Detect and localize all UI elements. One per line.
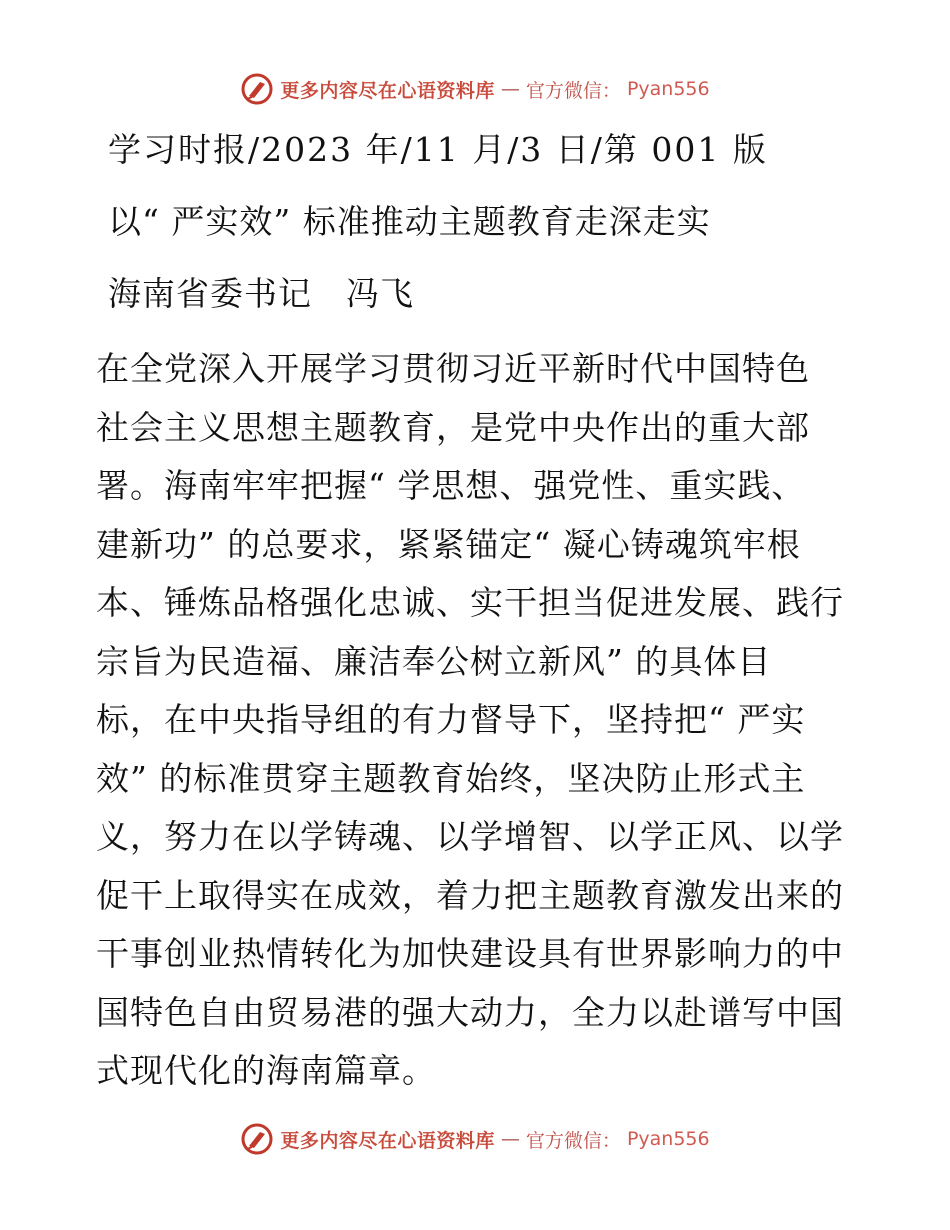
body-line: 署。海南牢牢把握“ 学思想、强党性、重实践、	[96, 466, 806, 505]
source-line: 学习时报/2023 年/11 月/3 日/第 001 版	[108, 130, 768, 169]
watermark-sub-text: 官方微信：	[525, 1129, 621, 1152]
article-title: 以“ 严实效” 标准推动主题教育走深走实	[108, 202, 711, 241]
body-line: 标，在中央指导组的有力督导下，坚持把“ 严实	[96, 700, 806, 739]
watermark-dash: —	[500, 1128, 520, 1150]
author-role: 海南省委书记	[108, 274, 312, 313]
body-line: 促干上取得实在成效，着力把主题教育激发出来的	[96, 875, 844, 915]
watermark-main-text: 更多内容尽在心语资料库	[280, 1129, 495, 1152]
author-name: 冯飞	[346, 274, 414, 313]
watermark-sub-text: 官方微信：	[525, 79, 621, 102]
body-line: 社会主义思想主题教育，是党中央作出的重大部	[96, 407, 810, 447]
body-line: 义，努力在以学铸魂、以学增智、以学正风、以学	[96, 817, 844, 856]
logo-icon	[240, 72, 274, 106]
footer-watermark	[0, 1122, 950, 1156]
article-body	[96, 340, 856, 1101]
body-line: 建新功” 的总要求，紧紧锚定“ 凝心铸魂筑牢根	[96, 524, 801, 564]
logo-icon	[240, 1122, 274, 1156]
header-watermark	[0, 72, 950, 106]
body-line: 效” 的标准贯穿主题教育始终，坚决防止形式主	[96, 758, 806, 798]
watermark-main-text: 更多内容尽在心语资料库	[280, 79, 495, 102]
watermark-wechat-id: Pyan556	[626, 1128, 710, 1150]
body-line: 式现代化的海南篇章。	[96, 1051, 436, 1090]
body-line: 本、锤炼品格强化忠诚、实干担当促进发展、践行	[96, 583, 844, 622]
watermark-dash: —	[500, 78, 520, 100]
body-line: 在全党深入开展学习贯彻习近平新时代中国特色	[96, 349, 810, 388]
body-line: 宗旨为民造福、廉洁奉公树立新风” 的具体目	[96, 641, 772, 681]
body-line: 国特色自由贸易港的强大动力，全力以赴谱写中国	[96, 992, 844, 1032]
body-line: 干事创业热情转化为加快建设具有世界影响力的中	[96, 934, 844, 973]
author-line	[108, 268, 414, 315]
watermark-wechat-id: Pyan556	[626, 78, 710, 100]
